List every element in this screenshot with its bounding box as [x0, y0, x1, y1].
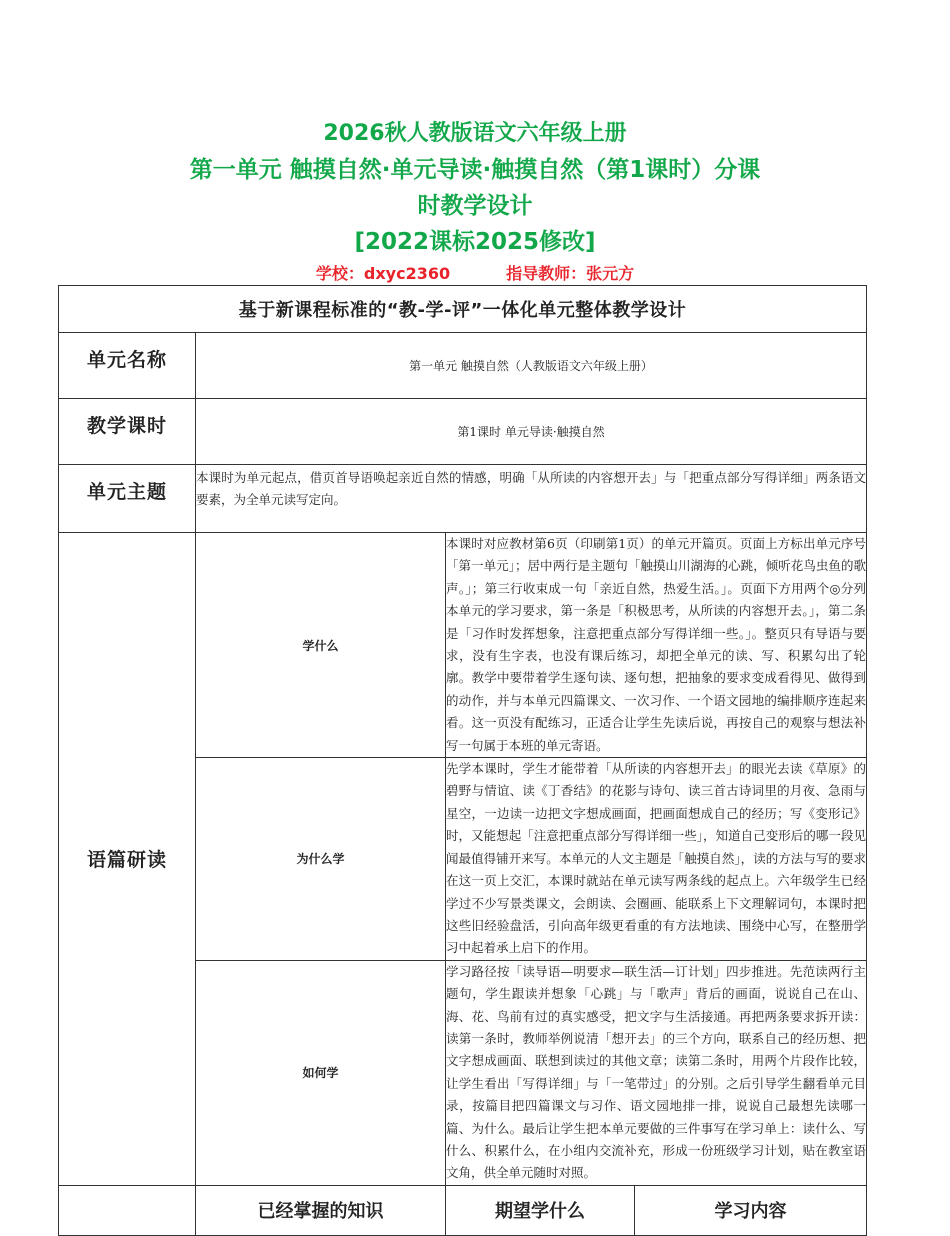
- lesson-value: 第1课时 单元导读·触摸自然: [196, 399, 867, 465]
- school-label: 学校：dxyc2360: [315, 264, 451, 283]
- title-line-2: 第一单元 触摸自然·单元导读·触摸自然（第1课时）分课: [189, 157, 761, 183]
- reading-how-text: 学习路径按「读导语—明要求—联生活—订计划」四步推进。先范读两行主题句，学生跟读并想象「心跳」与「歌声」背后的画面，说说自己在山、海、花、鸟前有过的真实感受，把文字与生活接通。再把两条要求拆开读：读第一条时，教师举例说清「想开去」的三个方向，联系自己的经历想、把文字想成画面、联想到读过的其他文章；读第二条时，用两个片段作比较，让学生看出「写得详细」与「一笔带过」的分别。之后引导学生翻看单元目录，按篇目把四篇课文与习作、语文园地排一排，说说自己最想先读哪一篇、为什么。最后让学生把本单元要做的三件事写在学习单上：读什么、写什么、积累什么，在小组内交流补充，形成一份班级学习计划，贴在教室语文角，供全单元随时对照。: [446, 960, 867, 1185]
- expect-learn-header: 期望学什么: [446, 1185, 635, 1235]
- title-line-3: 时教学设计: [417, 193, 533, 219]
- reading-why-text: 先学本课时，学生才能带着「从所读的内容想开去」的眼光去读《草原》的碧野与情谊、读《丁香结》的花影与诗句、读三首古诗词里的月夜、急雨与星空，一边读一边把文字想成画面，把画面想成自己的经历；写《变形记》时，又能想起「注意把重点部分写得详细一些」，知道自己变形后的哪一段见闻最值得铺开来写。本单元的人文主题是「触摸自然」，读的方法与写的要求在这一页上交汇，本课时就站在单元读写两条线的起点上。六年级学生已经学过不少写景类课文，会朗读、会圈画、能联系上下文理解词句，本课时把这些旧经验盘活，引向高年级更看重的有方法地读、围绕中心写，在整册学习中起着承上启下的作用。: [446, 758, 867, 961]
- reading-what-label: 学什么: [196, 533, 446, 758]
- bottom-empty-cell: [59, 1185, 196, 1235]
- unit-name-label: 单元名称: [59, 333, 196, 399]
- reading-label: 语篇研读: [59, 533, 196, 1186]
- author-line: [0, 262, 950, 286]
- theme-label: 单元主题: [59, 465, 196, 533]
- reading-why-label: 为什么学: [196, 758, 446, 961]
- lesson-plan-table: [58, 285, 867, 1236]
- document-title-block: [0, 116, 950, 286]
- reading-how-label: 如何学: [196, 960, 446, 1185]
- title-line-4: [2022课标2025修改]: [354, 229, 596, 255]
- title-line-1: 2026秋人教版语文六年级上册: [323, 121, 627, 146]
- unit-name-value: 第一单元 触摸自然（人教版语文六年级上册）: [196, 333, 867, 399]
- teacher-label: 指导教师：张元方: [506, 264, 635, 283]
- theme-value: 本课时为单元起点，借页首导语唤起亲近自然的情感，明确「从所读的内容想开去」与「把重点部分写得详细」两条语文要素，为全单元读写定向。: [196, 465, 867, 533]
- known-knowledge-header: 已经掌握的知识: [196, 1185, 446, 1235]
- learning-content-header: 学习内容: [635, 1185, 867, 1235]
- table-header: 基于新课程标准的“教-学-评”一体化单元整体教学设计: [59, 286, 867, 333]
- reading-what-text: 本课时对应教材第6页（印刷第1页）的单元开篇页。页面上方标出单元序号「第一单元」；居中两行是主题句「触摸山川湖海的心跳，倾听花鸟虫鱼的歌声。」；第三行收束成一句「亲近自然，热爱生活。」。页面下方用两个◎分列本单元的学习要求，第一条是「积极思考，从所读的内容想开去。」，第二条是「习作时发挥想象，注意把重点部分写得详细一些。」。整页只有导语与要求，没有生字表，也没有课后练习，却把全单元的读、写、积累勾出了轮廓。教学中要带着学生逐句读、逐句想，把抽象的要求变成看得见、做得到的动作，并与本单元四篇课文、一次习作、一个语文园地的编排顺序连起来看。这一页没有配练习，正适合让学生先读后说，再按自己的观察与想法补写一句属于本班的单元寄语。: [446, 533, 867, 758]
- lesson-label: 教学课时: [59, 399, 196, 465]
